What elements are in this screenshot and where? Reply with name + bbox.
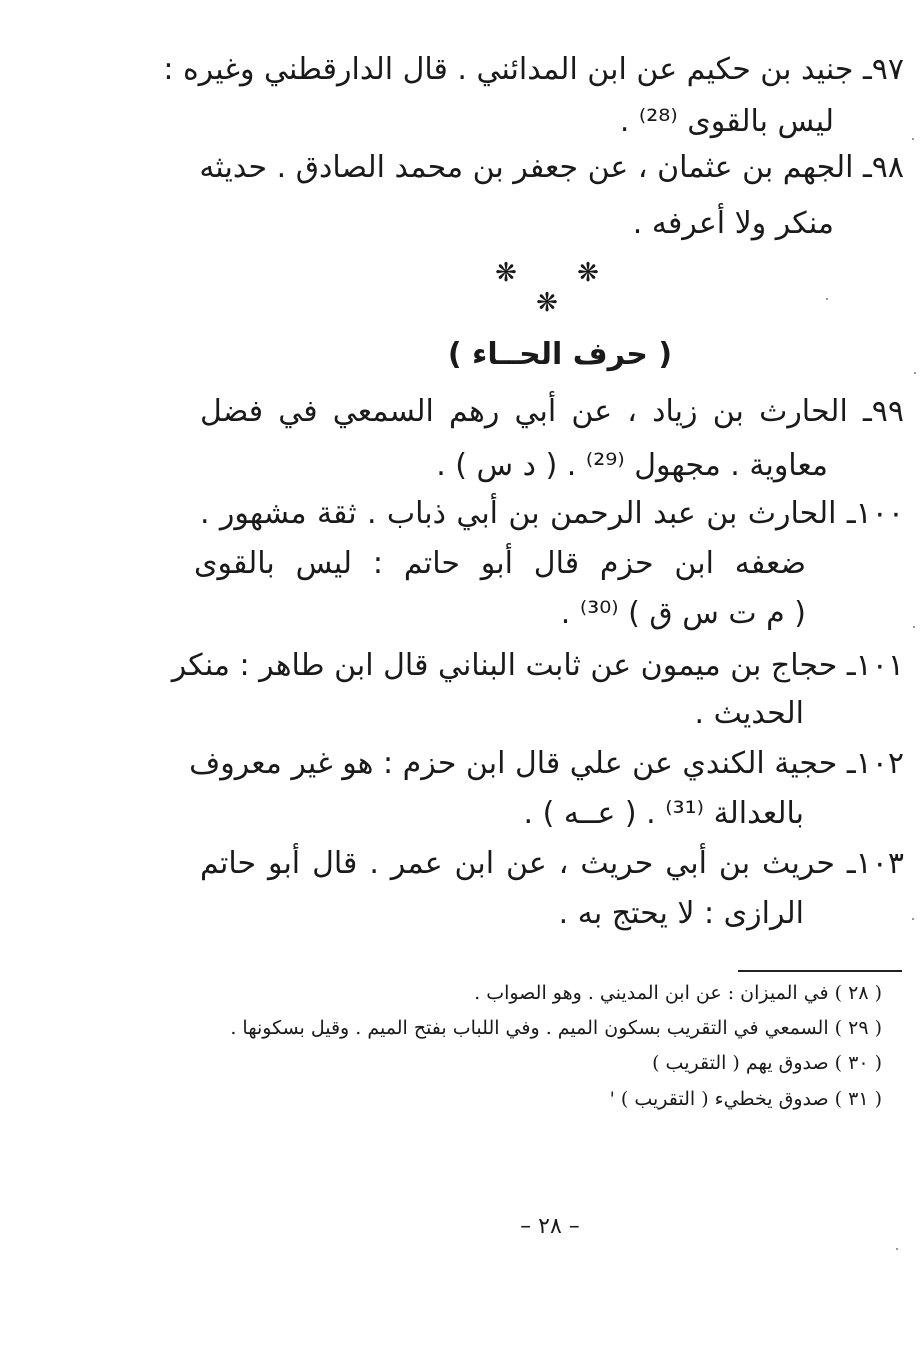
entry-98-line-2: منكر ولا أعرفه . — [632, 206, 834, 241]
footnote-31: ( ٣١ ) صدوق يخطيء ( التقريب ) ' — [609, 1088, 882, 1110]
section-heading: ( حرف الحــاء ) — [447, 337, 673, 372]
entry-97-line-2: ليس بالقوى ⁽²⁸⁾ . — [619, 104, 834, 139]
entry-101-line-1: ١٠١ـ حجاج بن ميمون عن ثابت البناني قال ابن طاهر : منكر — [171, 648, 904, 683]
scan-speck — [914, 372, 916, 374]
entry-102-line-2: بالعدالة ⁽³¹⁾ . ( عــه ) . — [523, 796, 804, 831]
entry-99-line-2: معاوية . مجهول ⁽²⁹⁾ . ( د س ) . — [436, 448, 828, 483]
entry-99-line-1: ٩٩ـ الحارث بن زياد ، عن أبي رهم السمعي في فضل — [200, 394, 904, 429]
section-separator: ❋ ❋ ❋ — [495, 258, 625, 318]
footnote-30: ( ٣٠ ) صدوق يهم ( التقريب ) — [652, 1052, 882, 1074]
entry-100-line-1: ١٠٠ـ الحارث بن عبد الرحمن بن أبي ذباب . ثقة مشهور . — [200, 496, 904, 531]
entry-101-line-2: الحديث . — [694, 696, 804, 731]
scan-speck — [912, 138, 914, 140]
footnote-28: ( ٢٨ ) في الميزان : عن ابن المديني . وهو الصواب . — [474, 982, 882, 1004]
entry-100-line-2: ضعفه ابن حزم قال أبو حاتم : ليس بالقوى — [194, 546, 806, 581]
page-number: – ٢٨ – — [520, 1214, 580, 1239]
scan-speck — [913, 626, 915, 628]
footnote-29: ( ٢٩ ) السمعي في التقريب بسكون الميم . وفي اللباب بفتح الميم . وقيل بسكونها . — [230, 1017, 882, 1039]
footnote-separator-rule — [738, 970, 902, 972]
scan-speck — [912, 918, 914, 920]
scan-speck — [896, 1248, 898, 1250]
entry-97-line-1: ٩٧ـ جنيد بن حكيم عن ابن المدائني . قال الدارقطني وغيره : — [163, 52, 904, 87]
entry-102-line-1: ١٠٢ـ حجية الكندي عن علي قال ابن حزم : هو غير معروف — [189, 746, 904, 781]
entry-103-line-1: ١٠٣ـ حريث بن أبي حريث ، عن ابن عمر . قال أبو حاتم — [200, 846, 904, 881]
entry-100-line-3: ( م ت س ق ) ⁽³⁰⁾ . — [560, 596, 806, 631]
entry-98-line-1: ٩٨ـ الجهم بن عثمان ، عن جعفر بن محمد الصادق . حديثه — [199, 150, 904, 185]
scan-speck — [826, 298, 828, 300]
entry-103-line-2: الرازى : لا يحتج به . — [558, 896, 804, 931]
